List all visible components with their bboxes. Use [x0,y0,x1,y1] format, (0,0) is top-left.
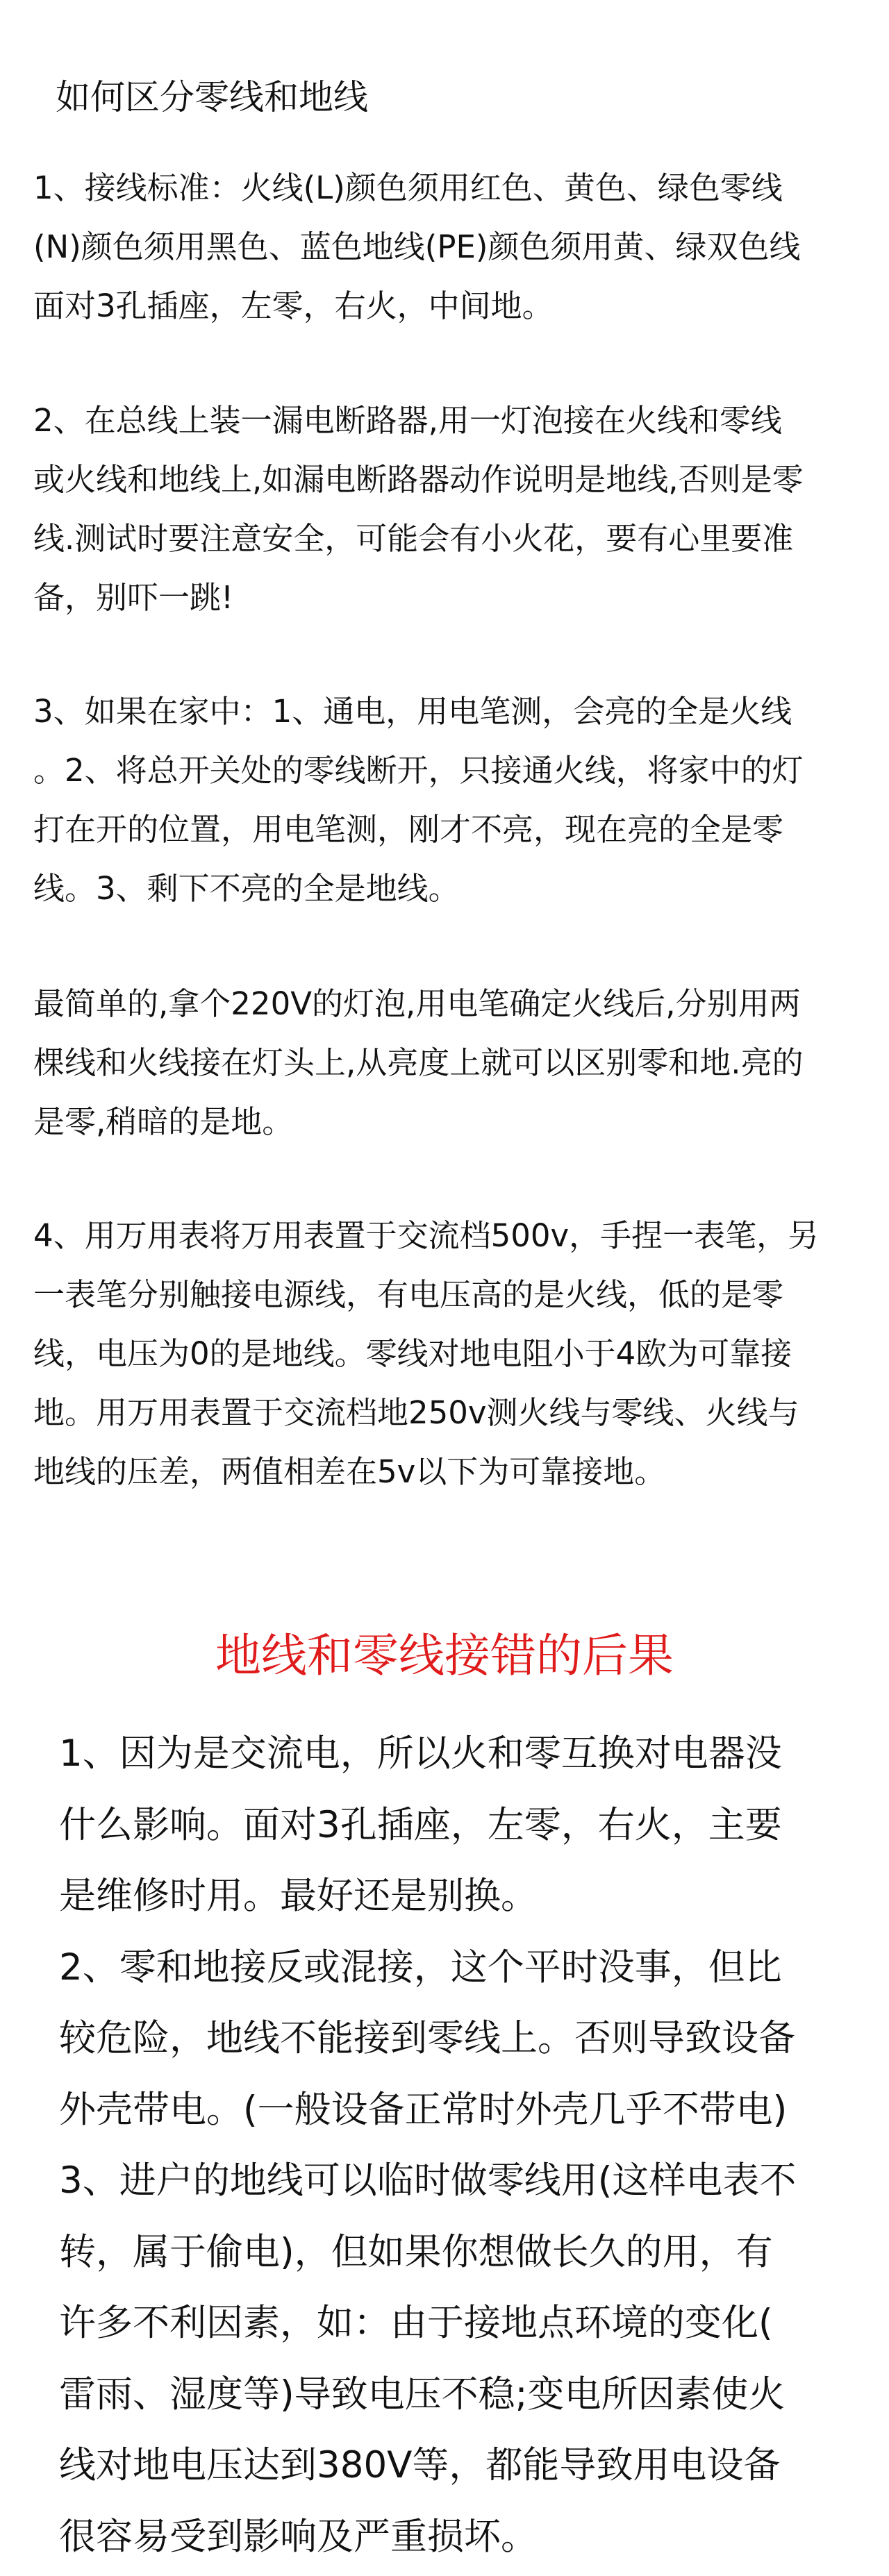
text-line: 棵线和火线接在灯头上,从亮度上就可以区别零和地.亮的 [33,1044,804,1081]
section-multimeter-test [33,1206,867,1501]
text-line: 2、在总线上装一漏电断路器,用一灯泡接在火线和零线 [33,402,782,439]
section-bulb-test [33,974,867,1151]
text-line: 2、零和地接反或混接，这个平时没事，但比 [59,1946,782,1989]
text-line: 许多不利因素，如：由于接地点环境的变化( [59,2302,773,2344]
text-line: (N)颜色须用黑色、蓝色地线(PE)颜色须用黄、绿双色线 [33,228,801,265]
text-line: 。2、将总开关处的零线断开，只接通火线，将家中的灯 [33,752,804,789]
text-line: 是维修时用。最好还是别换。 [59,1875,538,1917]
text-line: 或火线和地线上,如漏电断路器动作说明是地线,否则是零 [33,461,804,498]
text-line: 线对地电压达到380V等，都能导致用电设备 [59,2444,781,2486]
text-line: 一表笔分别触接电源线，有电压高的是火线，低的是零 [33,1276,784,1313]
text-line: 转，属于偷电)，但如果你想做长久的用，有 [59,2230,773,2273]
consequences-heading: 地线和零线接错的后果 [215,1629,674,1682]
text-line: 很容易受到影响及严重损坏。 [59,2515,538,2558]
text-line: 是零,稍暗的是地。 [33,1103,294,1140]
text-line: 3、进户的地线可以临时做零线用(这样电表不 [59,2159,797,2202]
text-line: 3、如果在家中：1、通电，用电笔测，会亮的全是火线 [33,693,792,730]
text-line: 外壳带电。(一般设备正常时外壳几乎不带电) [59,2088,788,2131]
text-line: 1、因为是交流电，所以火和零互换对电器没 [59,1732,782,1775]
text-line: 较危险，地线不能接到零线上。否则导致设备 [59,2017,795,2059]
text-line: 打在开的位置，用电笔测，刚才不亮，现在亮的全是零 [33,811,784,848]
section-breaker-test [33,391,867,627]
text-line: 最简单的,拿个220V的灯泡,用电笔确定火线后,分别用两 [33,985,801,1022]
page-title: 如何区分零线和地线 [56,77,368,117]
text-line: 1、接线标准：火线(L)颜色须用红色、黄色、绿色零线 [33,169,783,206]
text-line: 面对3孔插座，左零，右火，中间地。 [33,287,554,324]
section-wiring-standard [33,158,867,335]
text-line: 线.测试时要注意安全，可能会有小火花，要有心里要准 [33,520,794,557]
text-line: 地。用万用表置于交流档地250v测火线与零线、火线与 [33,1394,799,1431]
text-line: 4、用万用表将万用表置于交流档500v，手捏一表笔，另 [33,1217,820,1254]
text-line: 线。3、剩下不亮的全是地线。 [33,870,460,907]
text-line: 线，电压为0的是地线。零线对地电阻小于4欧为可靠接 [33,1335,792,1372]
text-line: 雷雨、湿度等)导致电压不稳;变电所因素使火 [59,2373,786,2416]
text-line: 备，别吓一跳! [33,579,234,616]
consequences-body [59,1718,865,2573]
text-line: 地线的压差，两值相差在5v以下为可靠接地。 [33,1453,666,1490]
section-home-test [33,682,867,918]
text-line: 什么影响。面对3孔插座，左零，右火，主要 [59,1803,782,1846]
